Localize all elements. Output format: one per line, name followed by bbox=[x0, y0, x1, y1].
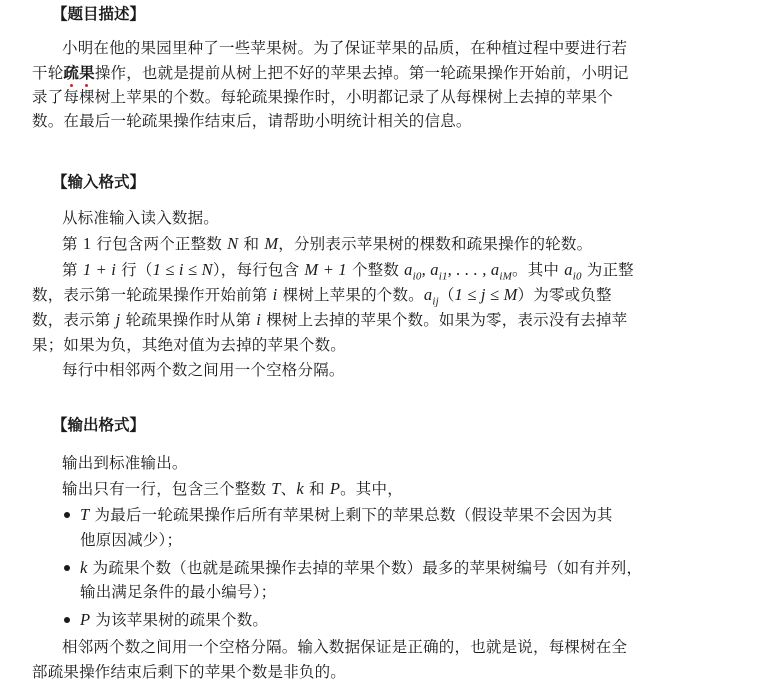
math-var: , . . . , a bbox=[447, 260, 500, 279]
paragraph-line bbox=[62, 232, 592, 256]
paragraph-line: 数。在最后一轮疏果操作结束后，请帮助小明统计相关的信息。 bbox=[32, 112, 472, 130]
section-heading-description: 【题目描述】 bbox=[52, 5, 146, 23]
emphasized-char: 疏 bbox=[63, 64, 80, 82]
emphasized-char: 果 bbox=[79, 64, 95, 82]
math-var: k bbox=[296, 479, 304, 498]
subscript: i0 bbox=[412, 270, 422, 283]
paragraph-line: 录了每棵树上苹果的个数。每轮疏果操作时，小明都记录了从每棵树上去掉的苹果个 bbox=[32, 88, 613, 106]
math-var: M bbox=[264, 234, 279, 253]
math-var: a bbox=[404, 260, 413, 279]
text: 为最后一轮疏果操作后所有苹果树上剩下的苹果总数（假设苹果不会因为其 bbox=[89, 506, 613, 524]
subscript: ij bbox=[432, 295, 439, 308]
math-expr: 1 ≤ i ≤ N bbox=[152, 260, 213, 279]
paragraph-line bbox=[32, 283, 612, 307]
list-item-continuation: 输出满足条件的最小编号）； bbox=[80, 583, 277, 601]
math-var: i bbox=[256, 310, 262, 329]
math-var: T bbox=[271, 479, 281, 498]
text: 为疏果个数（也就是疏果操作去掉的苹果个数）最多的苹果树编号（如有并列， bbox=[87, 559, 643, 577]
math-var: j bbox=[115, 310, 121, 329]
text: 、 bbox=[280, 480, 297, 498]
text: 和 bbox=[238, 235, 265, 253]
math-var: , a bbox=[421, 260, 439, 279]
paragraph-line: 从标准输入读入数据。 bbox=[62, 209, 220, 227]
text: 和 bbox=[303, 480, 330, 498]
subscript: i1 bbox=[438, 270, 448, 283]
list-item bbox=[80, 556, 642, 580]
emphasized-term bbox=[79, 64, 95, 82]
math-sequence bbox=[404, 260, 512, 283]
math-var: N bbox=[227, 234, 239, 253]
paragraph-line bbox=[62, 477, 403, 501]
bullet-dot bbox=[64, 617, 70, 623]
math-var: i bbox=[272, 285, 278, 304]
paragraph-line bbox=[32, 308, 627, 332]
text: ，分别表示苹果树的棵数和疏果操作的轮数。 bbox=[278, 235, 593, 253]
list-item bbox=[80, 608, 268, 632]
math-var: P bbox=[80, 610, 91, 629]
list-item-continuation: 他原因减少）； bbox=[80, 531, 183, 549]
math-var: a bbox=[423, 285, 433, 304]
math-expr: 1 ≤ j ≤ M bbox=[454, 285, 518, 304]
math-var: k bbox=[80, 558, 88, 577]
text: 数，表示第一轮疏果操作开始前第 bbox=[32, 286, 273, 304]
text: 个整数 bbox=[346, 261, 405, 279]
paragraph-line: 输出到标准输出。 bbox=[62, 454, 188, 472]
section-heading-input: 【输入格式】 bbox=[52, 173, 146, 191]
text: ），每行包含 bbox=[212, 261, 305, 279]
text: 。其中 bbox=[512, 261, 565, 279]
subscript: iM bbox=[499, 270, 512, 283]
text: 为该苹果树的疏果个数。 bbox=[90, 611, 269, 629]
list-item bbox=[80, 503, 613, 527]
text: 。其中， bbox=[340, 480, 403, 498]
text: 棵树上去掉的苹果个数。如果为零，表示没有去掉苹 bbox=[261, 311, 628, 329]
text: 行（ bbox=[116, 261, 153, 279]
math-var: P bbox=[329, 479, 341, 498]
text: 操作，也就是提前从树上把不好的苹果去掉。第一轮疏果操作开始前，小明记 bbox=[94, 64, 629, 82]
text: 行包含两个正整数 bbox=[91, 235, 228, 253]
text: 数，表示第 bbox=[32, 311, 116, 329]
text: （ bbox=[438, 286, 455, 304]
math-var bbox=[423, 285, 439, 308]
subscript: i0 bbox=[572, 270, 582, 283]
paragraph-line: 相邻两个数之间用一个空格分隔。输入数据保证是正确的，也就是说，每棵树在全 bbox=[62, 638, 628, 656]
math-var: T bbox=[80, 505, 90, 524]
math-expr: M + 1 bbox=[304, 260, 347, 279]
text: ）为零或负整 bbox=[517, 286, 612, 304]
paragraph-line bbox=[32, 61, 629, 85]
paragraph-line bbox=[62, 258, 634, 282]
text: 为正整 bbox=[581, 261, 634, 279]
math-var: a bbox=[564, 260, 573, 279]
text: 轮疏果操作时从第 bbox=[120, 311, 257, 329]
text: 输出只有一行，包含三个整数 bbox=[62, 480, 272, 498]
text: 第 bbox=[62, 235, 83, 253]
paragraph-line: 每行中相邻两个数之间用一个空格分隔。 bbox=[62, 361, 345, 379]
bullet-dot bbox=[64, 565, 70, 571]
text: 干轮 bbox=[32, 64, 64, 82]
text: 棵树上苹果的个数。 bbox=[277, 286, 424, 304]
math-var bbox=[564, 260, 582, 283]
math-number: 1 bbox=[82, 234, 92, 253]
paragraph-line: 果；如果为负，其绝对值为去掉的苹果个数。 bbox=[32, 336, 347, 354]
paragraph-line: 部疏果操作结束后剩下的苹果个数是非负的。 bbox=[32, 663, 347, 681]
bullet-dot bbox=[64, 512, 70, 518]
math-expr: 1 + i bbox=[82, 260, 117, 279]
paragraph-line: 小明在他的果园里种了一些苹果树。为了保证苹果的品质，在种植过程中要进行若 bbox=[62, 39, 628, 57]
emphasized-term bbox=[63, 64, 79, 82]
section-heading-output: 【输出格式】 bbox=[52, 416, 146, 434]
text: 第 bbox=[62, 261, 83, 279]
